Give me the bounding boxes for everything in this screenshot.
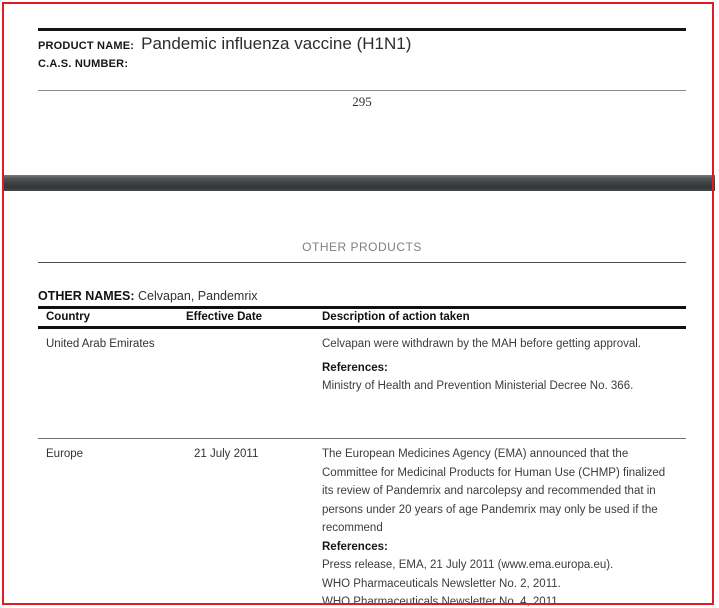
page-number: 295 [352, 94, 372, 109]
section-title: OTHER PRODUCTS [302, 240, 422, 254]
table-header-country: Country [46, 311, 91, 323]
table-header-row [38, 306, 686, 329]
table-row [38, 329, 686, 439]
page-separator-bar [4, 175, 715, 191]
table-header-effective-date: Effective Date [186, 311, 263, 323]
actions-table [38, 306, 686, 608]
row-description [314, 445, 667, 608]
table-header-description: Description of action taken [322, 311, 470, 323]
product-name-label: PRODUCT NAME: [38, 40, 135, 52]
header-rule [38, 28, 686, 31]
cas-number-label: C.A.S. NUMBER: [38, 58, 129, 70]
footer-rule [38, 90, 686, 91]
cas-number-line [38, 58, 134, 70]
table-row [38, 439, 686, 608]
other-names-value: Celvapan, Pandemrix [138, 289, 258, 303]
description-text: The European Medicines Agency (EMA) announced that the Committee for Medicinal Products for Human Use (CHMP) finalized its review of Pandemrix and narcolepsy and recommended that in persons under 20 years of age Pandemrix may only be used if the recommend [322, 448, 666, 534]
row-effective-date [178, 335, 314, 430]
row-country: Europe [46, 448, 84, 460]
references-label: References: [322, 361, 388, 374]
references-label: References: [322, 540, 388, 553]
section-title-wrap [38, 238, 686, 263]
other-names-line [38, 289, 258, 303]
reference-line: Press release, EMA, 21 July 2011 (www.ema.europa.eu). [322, 559, 614, 571]
product-name-value: Pandemic influenza vaccine (H1N1) [141, 34, 412, 53]
reference-line: Ministry of Health and Prevention Ministerial Decree No. 366. [322, 380, 634, 392]
row-country: United Arab Emirates [46, 338, 155, 350]
reference-line: WHO Pharmaceuticals Newsletter No. 2, 2011. [322, 577, 561, 590]
row-description [314, 335, 667, 430]
row-effective-date: 21 July 2011 [194, 448, 259, 460]
product-name-line [38, 34, 411, 54]
reference-line: WHO Pharmaceuticals Newsletter No. 4, 2011. [322, 596, 561, 608]
other-names-label: OTHER NAMES: [38, 289, 135, 303]
description-text: Celvapan were withdrawn by the MAH before getting approval. [322, 338, 641, 350]
